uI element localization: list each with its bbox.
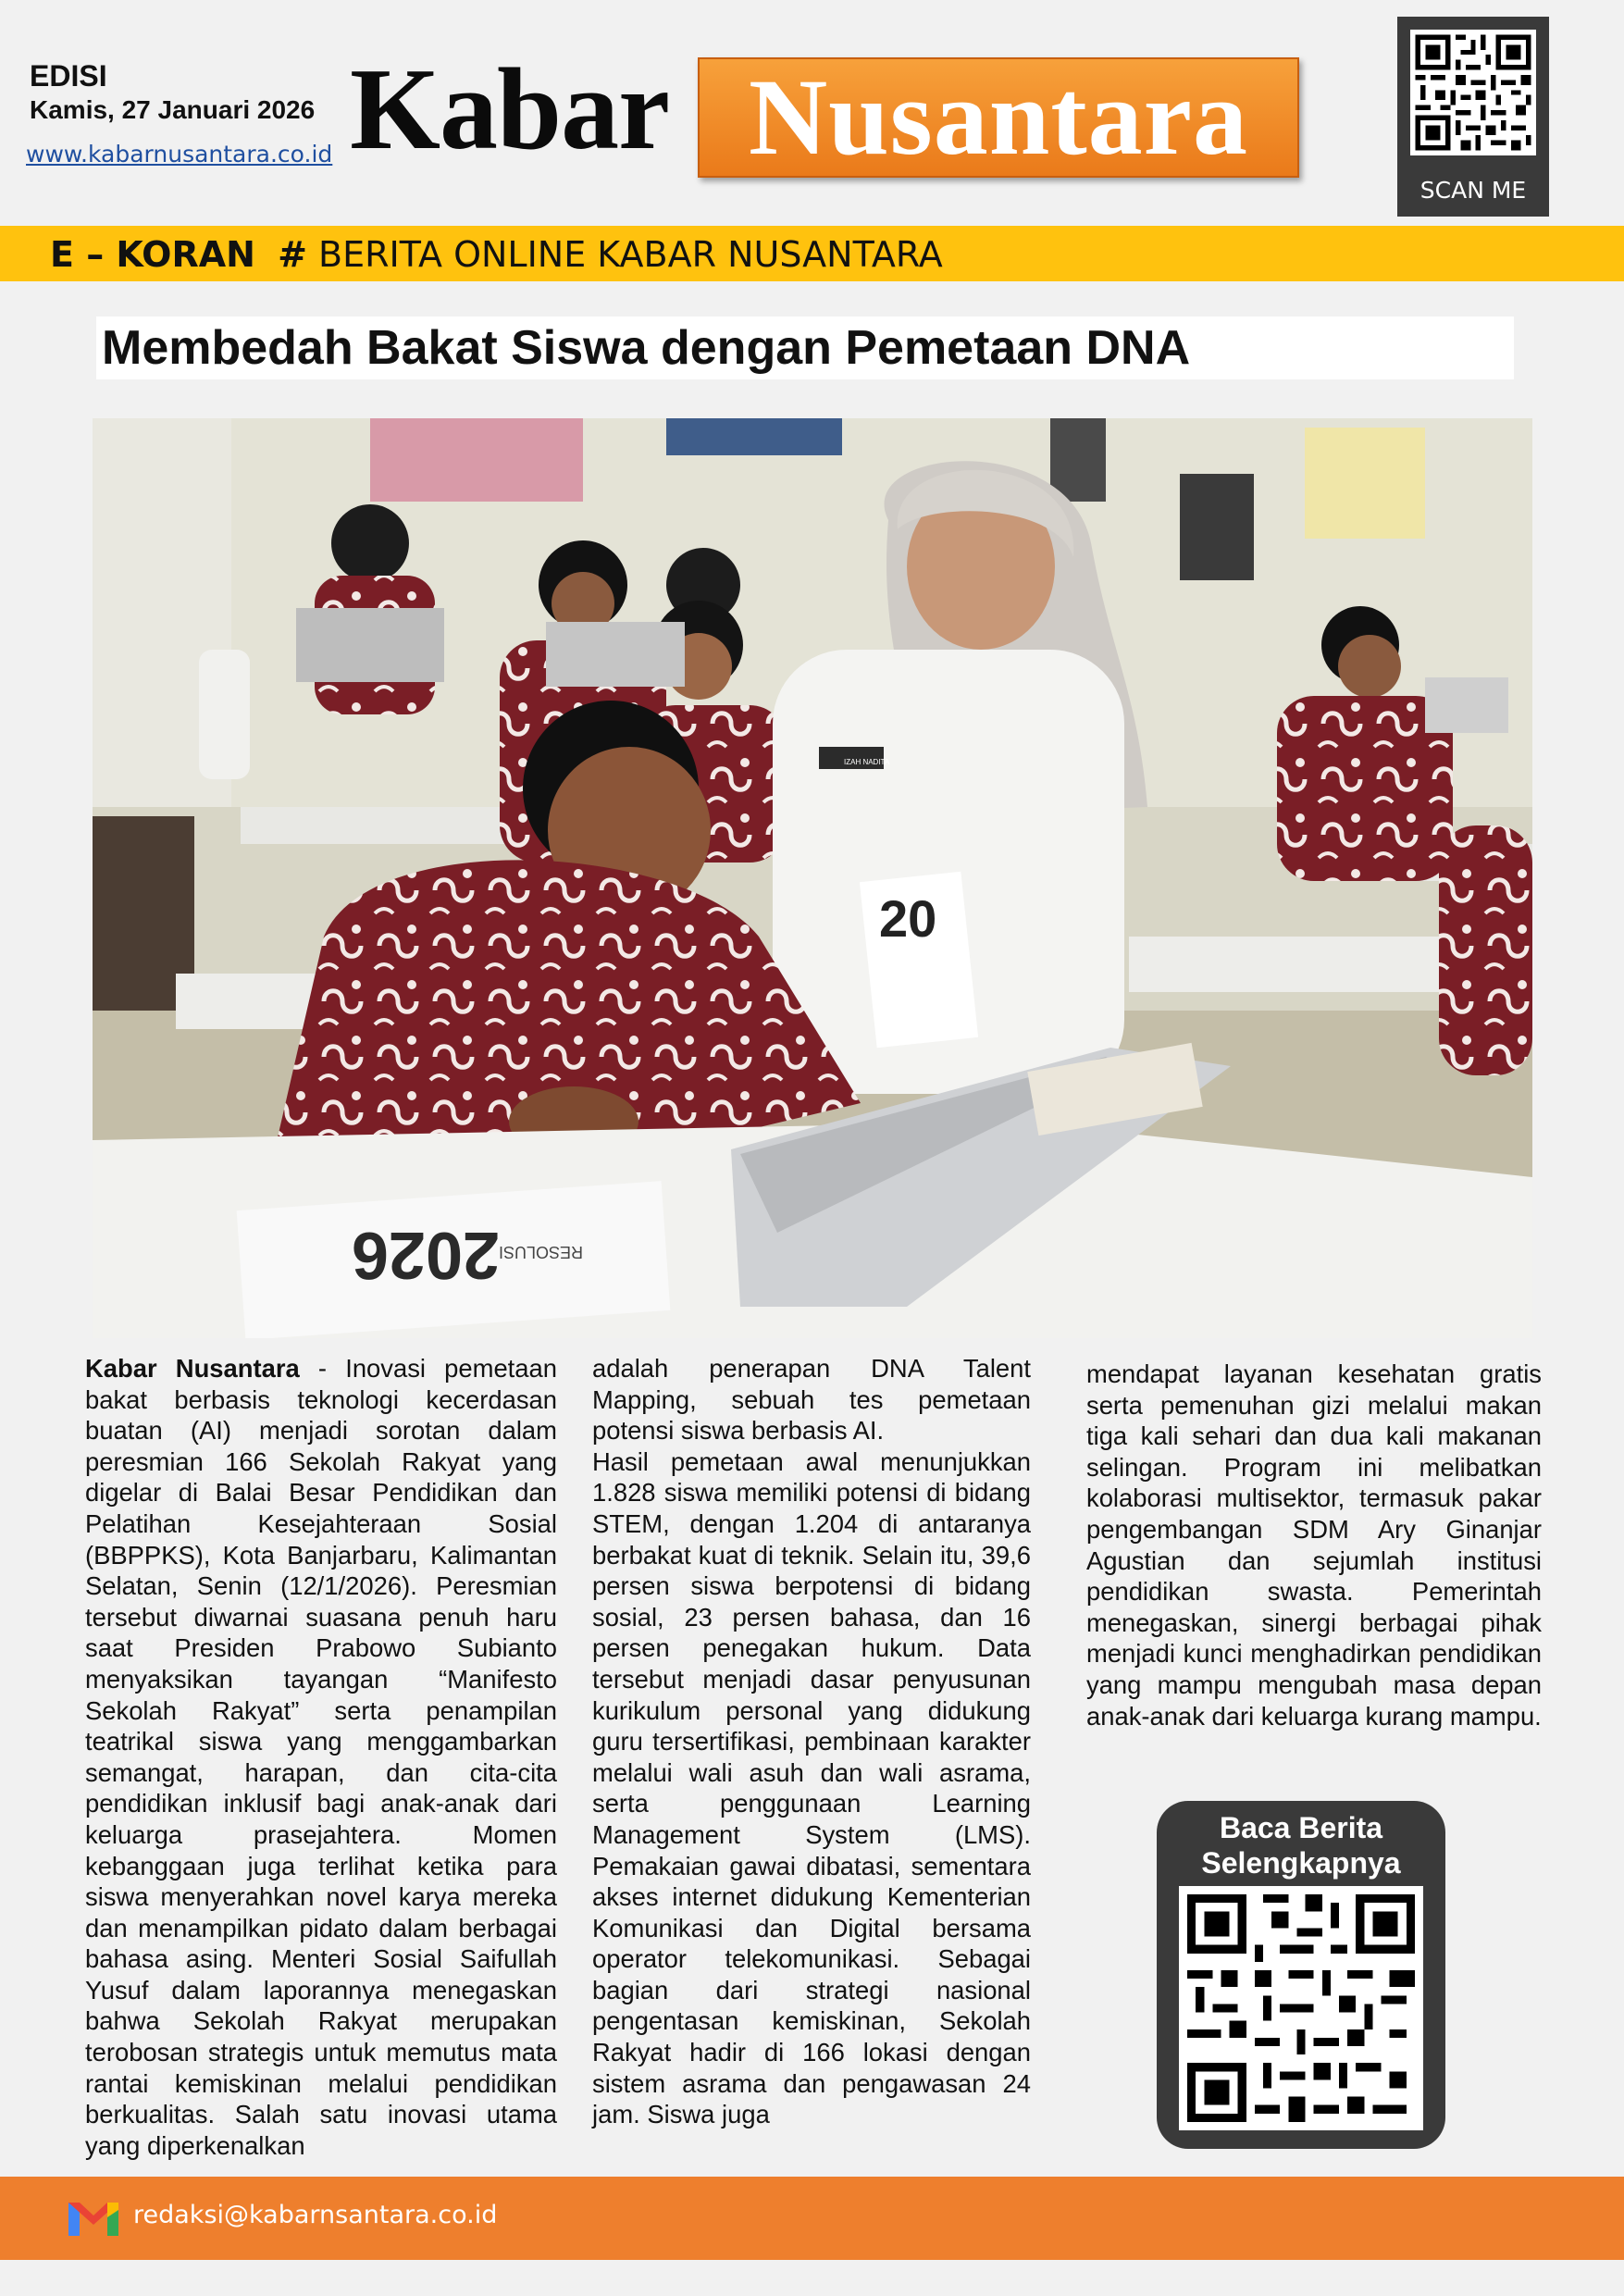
scan-me-label: SCAN ME — [1419, 177, 1527, 204]
read-more-title-line-1: Baca Berita — [1219, 1811, 1383, 1844]
band-subtitle: BERITA ONLINE KABAR NUSANTARA — [318, 234, 943, 275]
read-more-title — [1157, 1810, 1445, 1880]
article-photo — [93, 418, 1532, 1338]
article-column-3-text: mendapat layanan kesehatan gratis serta pemenuhan gizi melalui makan tiga kali sehari dan dua kali makanan selingan. Program ini melibatkan kolaborasi multisektor, termasuk pakar pengembangan SDM Ary Ginanjar Agustian dan sejumlah institusi pendidikan swasta. Pemerintah menegaskan, sinergi berbagai pihak menjadi kunci menghadirkan pendidikan yang mampu mengubah masa depan anak-anak dari keluarga kurang mampu. — [1086, 1359, 1542, 1731]
article-headline: Membedah Bakat Siswa dengan Pemetaan DNA — [96, 316, 1514, 379]
section-band — [0, 226, 1624, 281]
article-column-2-paragraph-1: adalah penerapan DNA Talent Mapping, sebuah tes pemetaan potensi siswa berbasis AI. — [592, 1354, 1031, 1446]
hash-label: # — [278, 234, 307, 275]
e-koran-label: E – KORAN — [50, 234, 255, 275]
qr-code-icon — [1410, 30, 1536, 155]
read-more-qr-box[interactable] — [1157, 1801, 1445, 2149]
edition-label: EDISI — [30, 59, 107, 93]
masthead-nusantara: Nusantara — [748, 56, 1249, 178]
desk-paper-number: 2026 — [351, 1218, 500, 1292]
edition-date: Kamis, 27 Januari 2026 — [30, 95, 316, 124]
article-column-1-text: - Inovasi pemetaan bakat berbasis teknologi kecerdasan buatan (AI) menjadi sorotan dalam peresmian 166 Sekolah Rakyat yang digelar di Balai Besar Pendidikan dan Pelatihan Kesejahteraan Sosial (BBPPKS), Kota Banjarbaru, Kalimantan Selatan, Senin (12/1/2026). Peresmian tersebut diwarnai suasana penuh haru saat Presiden Prabowo Subianto menyaksikan tayangan “Manifesto Sekolah Rakyat” serta penampilan teatrikal siswa yang menggambarkan semangat, harapan, dan cita-cita pendidikan inklusif bagi anak-anak dari keluarga prasejahtera. Momen kebanggaan juga terlihat ketika para siswa menyerahkan novel karya mereka dan menampilkan pidato dalam berbagai bahasa asing. Menteri Sosial Saifullah Yusuf dalam laporannya menegaskan bahwa Sekolah Rakyat merupakan terobosan strategis untuk memutus mata rantai kemiskinan melalui pendidikan berkualitas. Salah satu inovasi utama yang diperkenalkan — [85, 1354, 557, 2160]
masthead-kabar: Kabar — [350, 45, 670, 174]
article-column-3 — [1086, 1359, 1542, 1731]
article-column-1 — [85, 1353, 557, 2161]
masthead-nusantara-box — [698, 57, 1299, 178]
article-column-2 — [592, 1353, 1031, 2130]
footer-bar — [0, 2177, 1624, 2260]
contact-email[interactable]: redaksi@kabarnsantara.co.id — [133, 2201, 498, 2229]
paper-number: 20 — [879, 889, 937, 948]
article-byline: Kabar Nusantara — [85, 1354, 300, 1383]
read-more-title-line-2: Selengkapnya — [1201, 1846, 1401, 1880]
gmail-icon — [68, 2197, 118, 2236]
qr-code-icon — [1179, 1886, 1423, 2130]
teacher-nametag: IZAH NADITA — [844, 758, 890, 766]
article-column-2-paragraph-2: Hasil pemetaan awal menunjukkan 1.828 siswa memiliki potensi di bidang STEM, dengan 1.204 di antaranya berbakat kuat di teknik. Selain itu, 39,6 persen siswa berpotensi di bidang sosial, 23 persen bahasa, dan 16 persen penegakan hukum. Data tersebut menjadi dasar penyusunan kurikulum personal yang didukung guru tersertifikasi, pembinaan karakter melalui wali asuh dan wali asrama, serta penggunaan Learning Management System (LMS). Pemakaian gawai dibatasi, sementara akses internet didukung Kementerian Komunikasi dan Digital bersama operator telekomunikasi. Sebagai bagian dari strategi nasional pengentasan kemiskinan, Sekolah Rakyat hadir di 166 lokasi dengan sistem asrama dan pengawasan 24 jam. Siswa juga — [592, 1446, 1031, 2129]
section-band-text — [50, 235, 943, 274]
qr-code-top[interactable] — [1397, 17, 1549, 217]
website-link[interactable]: www.kabarnusantara.co.id — [26, 141, 333, 168]
desk-paper-label: RESOLUSI — [498, 1243, 583, 1261]
classroom-photo-illustration — [93, 418, 1532, 1338]
